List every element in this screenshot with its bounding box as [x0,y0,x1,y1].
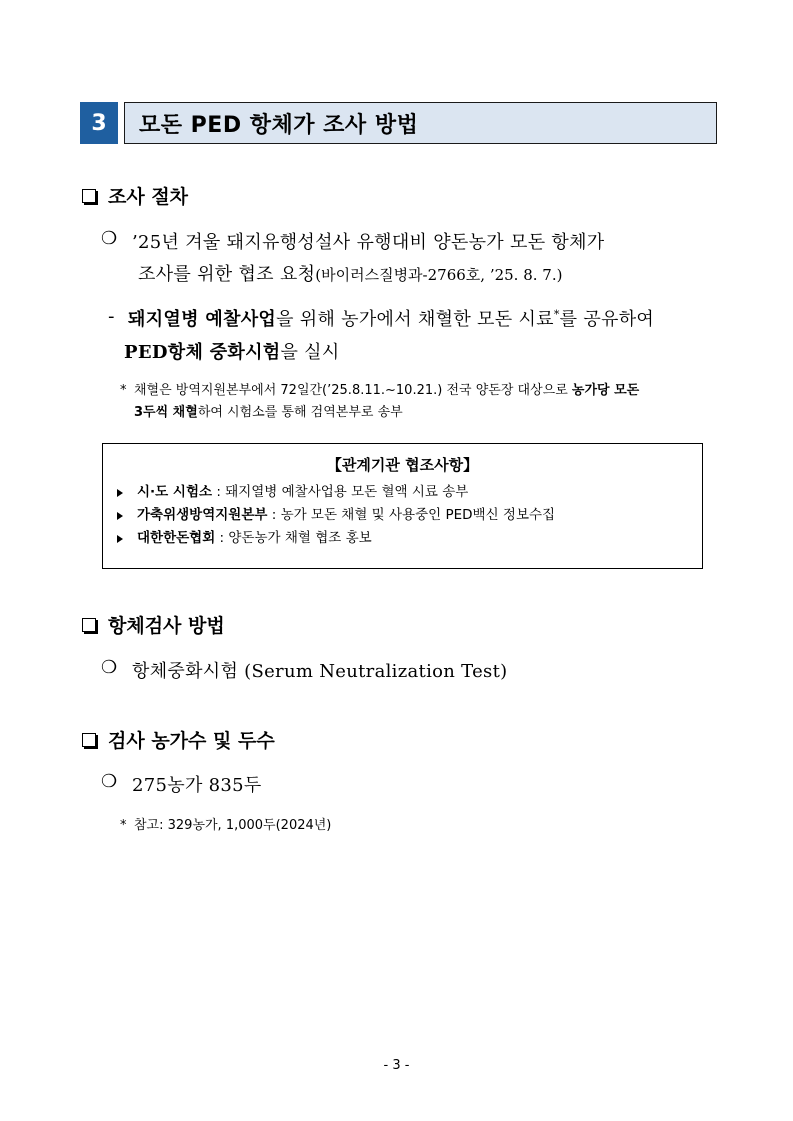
note-bold-2: 3두씩 채혈 [134,405,198,420]
note-text-1: 채혈은 방역지원본부에서 72일간(’25.8.11.~10.21.) 전국 양돈장 대상으로 [134,383,568,398]
count-note: 참고: 329농가, 1,000두(2024년) [134,818,332,833]
note-bold-1: 농가당 모돈 [571,383,640,398]
circle-bullet-icon: ❍ [101,657,118,678]
circle-bullet-icon: ❍ [101,771,118,792]
cooperation-text: 돼지열병 예찰사업용 모돈 혈액 시료 송부 [225,484,469,500]
square-bullet-icon [82,618,96,632]
section-number: 3 [80,102,118,144]
count-heading [80,726,275,753]
method-item: 항체중화시험 (Serum Neutralization Test) [132,661,508,682]
page-number: - 3 - [383,1058,410,1073]
note-text-2: 하여 시험소를 통해 검역본부로 송부 [197,405,403,420]
method-heading [80,611,225,638]
cooperation-org: 시·도 시험소 [137,484,213,500]
procedure-heading-text: 조사 절차 [108,186,189,208]
count-heading-text: 검사 농가수 및 두수 [108,730,275,752]
procedure-dash-line2 [124,338,340,364]
dash-text-2: 를 공유하여 [559,309,655,330]
square-bullet-icon [82,733,96,747]
triangle-bullet-icon [117,512,123,520]
procedure-item1-main: 조사를 위한 협조 요청 [138,264,316,285]
procedure-dash-line1 [128,305,728,331]
procedure-item1-line1: ’25년 겨울 돼지유행성설사 유행대비 양돈농가 모돈 항체가 [132,232,605,253]
cooperation-org: 대한한돈협회 [137,530,216,546]
procedure-item1-line2 [138,260,562,286]
triangle-bullet-icon [117,535,123,543]
count-note-star: * [120,818,127,833]
dash-bold-2: PED항체 중화시험 [124,342,281,363]
cooperation-box-title: 【관계기관 협조사항】 [326,456,479,474]
section-title: 모돈 PED 항체가 조사 방법 [124,102,717,144]
method-heading-text: 항체검사 방법 [108,615,225,637]
cooperation-sep: : [212,484,226,500]
cooperation-item [117,481,702,504]
count-item: 275농가 835두 [132,775,262,796]
cooperation-org: 가축위생방역지원본부 [137,507,268,523]
dash-bold-1: 돼지열병 예찰사업 [128,309,277,330]
cooperation-sep: : [267,507,281,523]
circle-bullet-icon: ❍ [101,228,118,249]
dash-bullet: - [108,306,115,327]
cooperation-item [117,527,702,550]
procedure-heading [80,182,188,209]
procedure-item1-ref: (바이러스질병과-2766호, ’25. 8. 7.) [315,266,563,284]
triangle-bullet-icon [117,489,123,497]
dash-text-3: 을 실시 [280,342,340,363]
note-line1 [134,380,729,402]
cooperation-sep: : [215,530,229,546]
cooperation-text: 양돈농가 채혈 협조 홍보 [228,530,372,546]
dash-text-1: 을 위해 농가에서 채혈한 모돈 시료 [276,309,554,330]
square-bullet-icon [82,189,96,203]
cooperation-text: 농가 모돈 채혈 및 사용중인 PED백신 정보수집 [280,507,556,523]
cooperation-box [102,443,703,569]
note-star: * [120,383,127,398]
dash-sup: * [553,308,560,321]
note-line2 [134,402,403,424]
cooperation-item [117,504,702,527]
